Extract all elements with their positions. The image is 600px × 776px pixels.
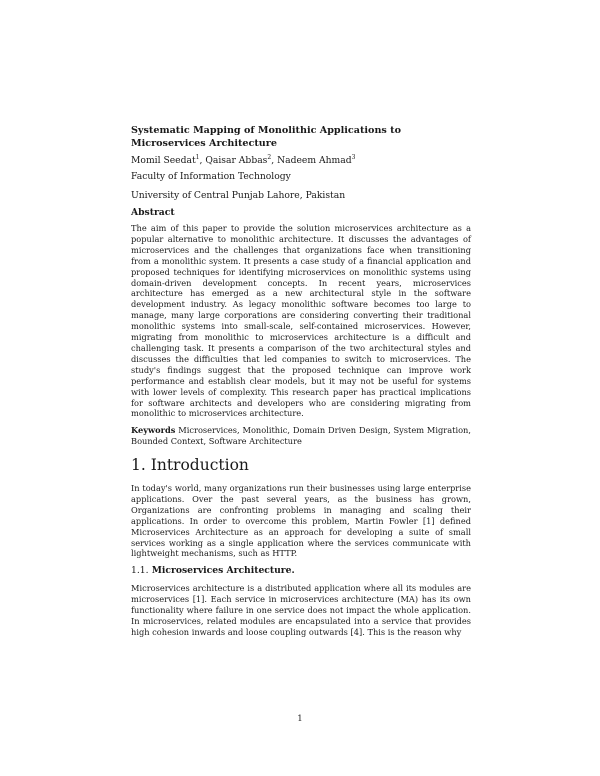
author-mark: 1 (195, 154, 200, 161)
abstract-heading: Abstract (131, 207, 175, 218)
affiliation-university: University of Central Punjab Lahore, Pakistan (131, 190, 346, 201)
abstract-text: The aim of this paper to provide the solution microservices architecture as a popular alternative to monolithic architecture. It discusses the advantages of microservices and the challenges that organizations face when transitioning from a monolithic system. It presents a case study of a financial application and proposed techniques for identifying microservices on monolithic systems using domain-driven development concepts. In recent years, microservices architecture has emerged as a new architectural style in the software development industry. As legacy monolithic software becomes too large to manage, many large corporations are considering converting their traditional monolithic systems into small-scale, self-contained microservices. However, migrating from monolithic to microservices architecture is a difficult and challenging task. It presents a comparison of the two architectural styles and discusses the difficulties that led companies to switch to microservices. The study's findings suggest that the proposed technique can improve work performance and establish clear models, but it may not be useful for systems with lower levels of complexity. This research paper has practical implications for software architects and developers who are considering migrating from monolithic to microservices architecture. (131, 223, 471, 419)
author-list: Momil Seedat$^1$, Qaisar Abbas$^2$, Nadeem Ahmad$^3$ (131, 154, 356, 167)
keywords (131, 425, 471, 447)
author-name: Nadeem Ahmad (277, 155, 352, 167)
affiliation-faculty: Faculty of Information Technology (131, 171, 291, 182)
section-heading-introduction: 1. Introduction (131, 456, 249, 474)
introduction-text: In today's world, many organizations run their businesses using large enterprise applications. Over the past several years, as the business has grown, Organizations are confronting problems in managing and scaling their applications. In order to overcome this problem, Martin Fowler [1] defined Microservices Architecture as an approach for developing a suite of small services working as a single application where the services communicate with lightweight mechanisms, such as HTTP. (131, 483, 471, 559)
microservices-paragraph: Microservices architecture is a distributed application where all its modules are microservices [1]. Each service in microservices architecture (MA) has its own functionality where failure in one service does not impact the whole application. In microservices, related modules are encapsulated into a service that provides high cohesion inwards and loose coupling outwards [4]. This is the reason why (131, 583, 471, 637)
page-number: 1 (297, 714, 303, 724)
author-name: Momil Seedat (131, 155, 196, 167)
subsection-heading (131, 565, 471, 577)
paper-title: Systematic Mapping of Monolithic Applications to Microservices Architecture (131, 125, 401, 149)
subsection-number: 1.1. (131, 565, 149, 576)
author-name: Qaisar Abbas (205, 155, 268, 167)
subsection-title: Microservices Architecture. (151, 565, 295, 576)
keywords-label: Keywords (131, 425, 176, 435)
author-mark: 2 (267, 154, 272, 161)
author-mark: 3 (351, 154, 356, 161)
keywords-text: Microservices, Monolithic, Domain Driven Design, System Migration, Bounded Context, Software Architecture (131, 425, 471, 446)
